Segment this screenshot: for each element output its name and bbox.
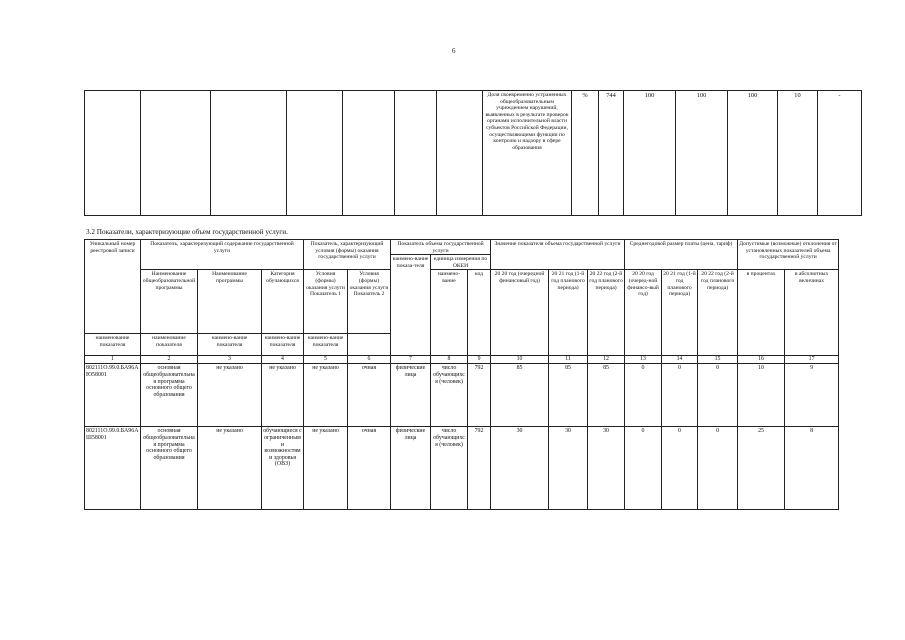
quality-okei: 744 [599, 91, 624, 216]
column-number: 16 [738, 356, 785, 364]
value-2022: 30 [588, 427, 625, 510]
header-price-2021: 20 21 год (1-й год планового периода) [662, 270, 698, 356]
student-category: обучающиеся с ограниченными возможностями здоровья (ОВЗ) [262, 427, 304, 510]
column-number: 2 [141, 356, 198, 364]
value-2020: 30 [491, 427, 549, 510]
column-number: 5 [304, 356, 348, 364]
price-2022: 0 [698, 364, 738, 427]
column-number: 11 [549, 356, 588, 364]
quality-unit: % [572, 91, 599, 216]
header-volume: Показатель объема государственной услуги [391, 240, 491, 255]
quality-value-2020: 100 [624, 91, 676, 216]
value-2021: 30 [549, 427, 588, 510]
header-deviation-absolute: в абсолютных величинах [785, 270, 839, 356]
header-volume-unit: единица измерения по ОКЕИ [431, 255, 491, 270]
column-number: 17 [785, 356, 839, 364]
program-title: не указано [198, 427, 262, 510]
header-f2: Условия (формы) оказания услуги Показатель 2 [348, 270, 391, 334]
registry-number: 802111О.99.0.БА96АЮ58001 [85, 364, 141, 427]
header-c3: Категория обучающихся [262, 270, 304, 334]
unit-code: 792 [468, 427, 491, 510]
table-row [85, 427, 839, 510]
registry-number: 802111О.99.0.БА96АШ58001 [85, 427, 141, 510]
header-values: Значение показателя объема государственной услуги [491, 240, 625, 270]
header-row-1 [85, 240, 839, 255]
column-number: 12 [588, 356, 625, 364]
table-row [85, 364, 839, 427]
program-title: не указано [198, 364, 262, 427]
column-number: 9 [468, 356, 491, 364]
quality-row [85, 91, 862, 216]
header-unit-name: наимено-вание [431, 270, 468, 356]
column-number: 3 [198, 356, 262, 364]
column-number: 6 [348, 356, 391, 364]
header-unit-code: код [468, 270, 491, 356]
quality-value-2022: 100 [728, 91, 778, 216]
column-number: 4 [262, 356, 304, 364]
form-indicator-1: не указано [304, 427, 348, 510]
quality-indicator-name: Доля своевременно устраненных общеобразовательным учреждением нарушений, выявленных в результате проверок органами исполнительной власти субъектов Российской Федерации, осуществляющими функции по контролю и надзору в сфере образования [483, 91, 572, 216]
form-indicator-2: очная [348, 364, 391, 427]
header-sub-name-2: наименование показателя [141, 334, 198, 356]
header-c1: Наименование общеобразовательной программы [141, 270, 198, 334]
deviation-percent: 10 [738, 364, 785, 427]
column-number: 15 [698, 356, 738, 364]
quality-deviation-absolute: - [818, 91, 862, 216]
header-price: Среднегодовой размер платы (цена, тариф) [625, 240, 738, 270]
header-volume-name: наимено-вание показа-теля [391, 255, 431, 356]
student-category: не указано [262, 364, 304, 427]
deviation-percent: 25 [738, 427, 785, 510]
column-number: 8 [431, 356, 468, 364]
header-c2: Наименование программы [198, 270, 262, 334]
column-number: 14 [662, 356, 698, 364]
unit-name: число обучающихся (человек) [431, 364, 468, 427]
header-year-2022: 20 22 год (2-й год планового периода) [588, 270, 625, 356]
header-price-2020: 20 20 год (очеред-ной финансо-вый год) [625, 270, 662, 356]
form-indicator-2: очная [348, 427, 391, 510]
price-2020: 0 [625, 364, 662, 427]
volume-indicator-name: физические лица [391, 364, 431, 427]
header-sub-name-1: наименование показателя [85, 334, 141, 356]
unit-code: 792 [468, 364, 491, 427]
column-number: 13 [625, 356, 662, 364]
price-2021: 0 [662, 427, 698, 510]
quality-deviation-percent: 10 [778, 91, 818, 216]
column-number: 10 [491, 356, 549, 364]
header-price-2022: 20 22 год (2-й год планового периода) [698, 270, 738, 356]
section-title: 3.2 Показатели, характеризующие объем государственной услуги. [86, 228, 288, 236]
column-number: 7 [391, 356, 431, 364]
deviation-absolute: 9 [785, 364, 839, 427]
value-2022: 85 [588, 364, 625, 427]
price-2022: 0 [698, 427, 738, 510]
page-number: 6 [452, 47, 456, 55]
volume-indicator-name: физические лица [391, 427, 431, 510]
header-content: Показатель, характеризующий содержание государственной услуги [141, 240, 304, 270]
program-name: основная общеобразовательная программа основного общего образования [141, 364, 198, 427]
column-number-row [85, 356, 839, 364]
header-conditions: Показатель, характеризующий условия (формы) оказания государственной услуги [304, 240, 391, 270]
header-year-2021: 20 21 год (1-й год планового периода) [549, 270, 588, 356]
value-2021: 85 [549, 364, 588, 427]
program-name: основная общеобразовательная программа основного общего образования [141, 427, 198, 510]
deviation-absolute: 8 [785, 427, 839, 510]
header-row-3 [85, 270, 839, 334]
header-deviations: Допустимые (возможные) отклонения от установленных показателей объема государственной услуги [738, 240, 839, 270]
header-deviation-percent: в процентах [738, 270, 785, 356]
column-number: 1 [85, 356, 141, 364]
header-f1: Условия (формы) оказания услуги Показатель 1 [304, 270, 348, 334]
header-sub-name-4: наимено-вание показателя [262, 334, 304, 356]
price-2021: 0 [662, 364, 698, 427]
header-sub-name-5: наимено-вание показателя [304, 334, 348, 356]
form-indicator-1: не указано [304, 364, 348, 427]
unit-name: число обучающихся (человек) [431, 427, 468, 510]
price-2020: 0 [625, 427, 662, 510]
header-reg-number: Уникальный номер реестровой записи [85, 240, 141, 334]
quality-value-2021: 100 [676, 91, 728, 216]
quality-indicator-table [84, 90, 862, 216]
header-sub-name-3: наимено-вание показателя [198, 334, 262, 356]
volume-indicator-table [84, 239, 839, 510]
header-year-2020: 20 20 год (очередной финансовый год) [491, 270, 549, 356]
value-2020: 85 [491, 364, 549, 427]
